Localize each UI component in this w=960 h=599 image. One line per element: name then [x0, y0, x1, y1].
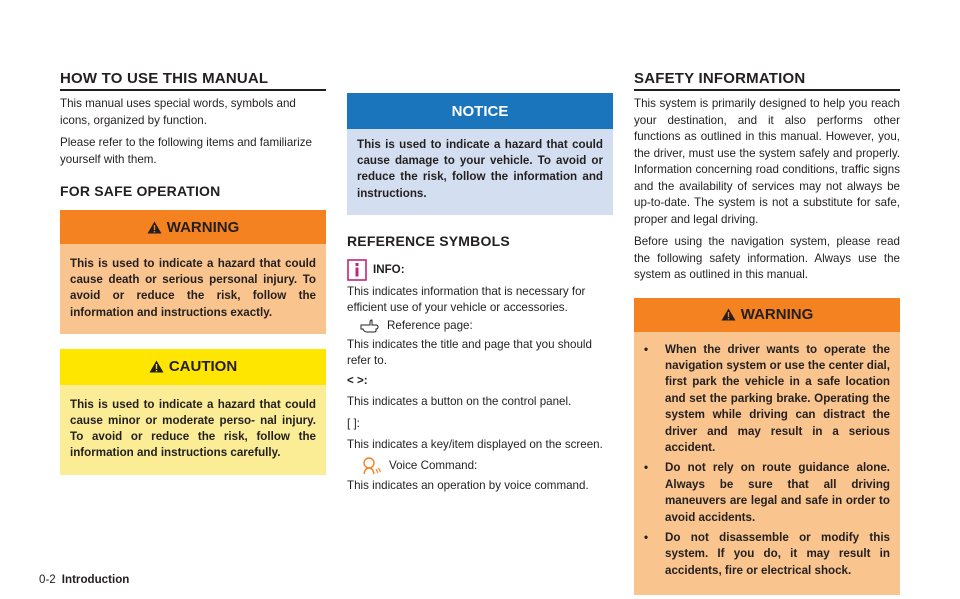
angle-bracket-label: < >: — [347, 373, 368, 387]
list-item: • Do not disassemble or modify this system. If you do, it may result in accidents, fire or electrical shock. — [644, 530, 890, 579]
section-title-how-to-use: HOW TO USE THIS MANUAL — [60, 70, 326, 91]
footer-section-name: Introduction — [61, 573, 130, 586]
caution-box — [60, 349, 326, 475]
info-label: INFO: — [373, 263, 405, 277]
info-icon — [347, 259, 367, 281]
caution-heading: CAUTION — [168, 358, 238, 376]
reference-label: Reference page: — [387, 319, 473, 333]
column-middle — [347, 93, 613, 494]
notice-box — [347, 93, 613, 215]
caution-text: This is used to indicate a hazard that could cause minor or moderate perso- nal injury. To avoid or reduce the risk, follow the information and instructions carefully. — [70, 397, 316, 460]
reference-symbol-row — [347, 319, 613, 333]
notice-header: NOTICE — [347, 93, 613, 129]
safety-warning-header — [634, 298, 900, 332]
angle-bracket-text: This indicates a button on the control panel. — [347, 395, 572, 409]
column-left — [60, 70, 326, 475]
voice-label: Voice Command: — [389, 459, 478, 473]
square-bracket-label: [ ]: — [347, 416, 360, 430]
voice-symbol-row — [347, 456, 613, 476]
list-item: • When the driver wants to operate the navigation system or use the center dial, first park the vehicle in a safe location and set the parking brake. Operating the system while driving can distract the driver and may result in a serious accident. — [644, 342, 890, 457]
info-symbol-row — [347, 259, 613, 281]
section-title-safety-information: SAFETY INFORMATION — [634, 70, 900, 91]
warning-text: This is used to indicate a hazard that could cause death or serious personal injury. To avoid or reduce the risk, follow the information and instructions exactly. — [70, 257, 316, 319]
warning-triangle-icon — [721, 308, 736, 321]
voice-text: This indicates an operation by voice command. — [347, 478, 589, 492]
notice-text: This is used to indicate a hazard that could cause damage to your vehicle. To avoid or reduce the risk, follow the information and instructions. — [357, 138, 603, 200]
list-item: • Do not rely on route guidance alone. Always be sure that all driving maneuvers are legal and safe in order to avoid accidents. — [644, 460, 890, 526]
info-text: This indicates information that is necessary for efficient use of your vehicle or accessories. — [347, 284, 586, 315]
safety-warning-heading: WARNING — [740, 306, 814, 323]
column-right — [634, 70, 900, 595]
paragraph-system-purpose: This system is primarily designed to help you reach your destination, and it also performs other functions as outlined in this manual. However, you, the driver, must use the system safely and properly. Information concerning road conditions, traffic signs and the availability of services may not always be up-to-date. The system is not a substitute for safe, proper and legal driving. — [634, 97, 900, 226]
square-bracket-text: This indicates a key/item displayed on the screen. — [347, 438, 603, 452]
paragraph-read-safety: Before using the navigation system, please read the following safety information. Always use the system as outlined in this manual. — [634, 235, 900, 281]
page-number: 0-2 — [39, 573, 56, 586]
reference-text: This indicates the title and page that you should refer to. — [347, 337, 592, 368]
caution-triangle-icon — [149, 360, 164, 373]
section-title-safe-operation: FOR SAFE OPERATION — [60, 183, 221, 199]
section-title-reference-symbols: REFERENCE SYMBOLS — [347, 232, 510, 249]
pointing-hand-icon — [359, 319, 381, 333]
warning-heading: WARNING — [166, 218, 240, 236]
warning-header — [60, 210, 326, 244]
safety-warning-box — [634, 298, 900, 596]
warning-box — [60, 210, 326, 334]
page-footer — [39, 573, 129, 586]
voice-command-icon — [361, 456, 383, 476]
caution-header — [60, 349, 326, 385]
warning-triangle-icon — [147, 221, 162, 234]
safety-warning-list — [634, 332, 900, 596]
paragraph-familiarize: Please refer to the following items and familiarize yourself with them. — [60, 136, 312, 166]
paragraph-intro: This manual uses special words, symbols and icons, organized by function. — [60, 97, 296, 127]
